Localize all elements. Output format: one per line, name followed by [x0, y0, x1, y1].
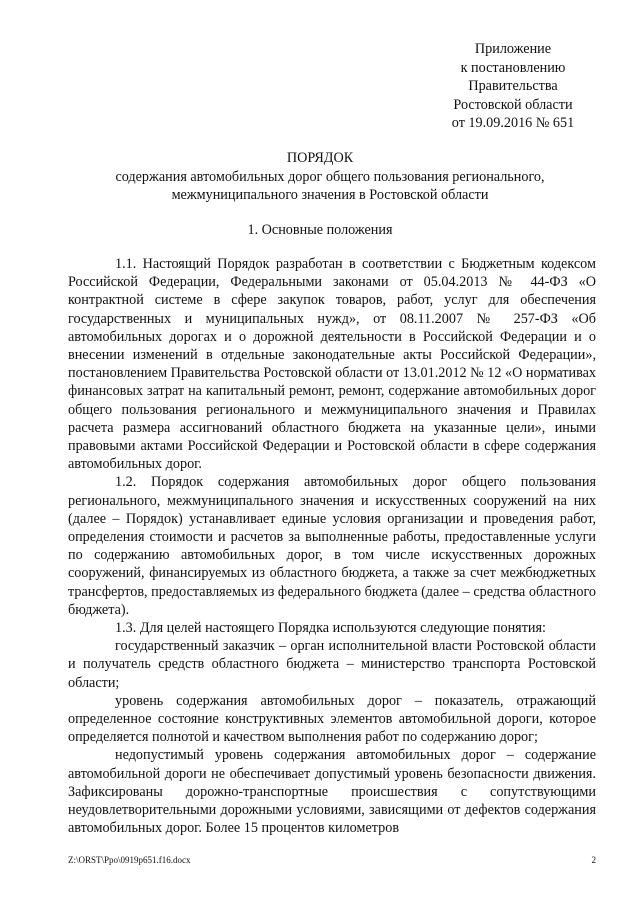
document-subtitle: содержания автомобильных дорог общего пользования регионального, межмуниципального значения в Ростовской области — [115, 169, 545, 203]
appendix-line-5: от 19.09.2016 № 651 — [451, 115, 575, 132]
paragraph-1-2: 1.2. Порядок содержания автомобильных дорог общего пользования регионального, межмуниципального значения и искусственных сооружений на них (далее – Порядок) устанавливает единые условия организации и проведения работ, определения стоимости и расчетов за выполненные работы, предоставленные услуги по содержанию автомобильных дорог, в том числе искусственных дорожных сооружений, финансируемых из областного бюджета, а также за счет межбюджетных трансфертов, предоставляемых из федерального бюджета (далее – средства областного бюджета). — [68, 474, 596, 618]
appendix-line-2: к постановлению — [460, 59, 566, 76]
page-number: 2 — [591, 855, 596, 865]
paragraph-1-1: 1.1. Настоящий Порядок разработан в соответствии с Бюджетным кодексом Российской Федерации, Федеральными законами от 05.04.2013 № 44-ФЗ «О контрактной системе в сфере закупок товаров, работ, услуг для обеспечения государственных и муниципальных нужд», от 08.11.2007 № 257-ФЗ «Об автомобильных дорогах и о дорожной деятельности в Российской Федерации и о внесении изменений в отдельные законодательные акты Российской Федерации», постановлением Правительства Ростовской области от 13.01.2012 № 12 «О нормативах финансовых затрат на капитальный ремонт, ремонт, содержание автомобильных дорог общего пользования регионального и межмуниципального значения и Правилах расчета размера ассигнований областного бюджета на указанные цели», иными правовыми актами Российской Федерации и Ростовской области в сфере содержания автомобильных дорог. — [68, 256, 596, 473]
definition-unacceptable-level: недопустимый уровень содержания автомобильных дорог – содержание автомобильной дороги не обеспечивает допустимый уровень безопасности движения. Зафиксированы дорожно-транспортные происшествия с сопутствующими неудовлетворительными дорожными условиями, зависящими от дефектов содержания автомобильных дорог. Более 15 процентов километров — [68, 747, 596, 837]
definition-maintenance-level: уровень содержания автомобильных дорог – показатель, отражающий определенное состояние конструктивных элементов автомобильной дороги, которое определяется полнотой и качеством выполнения работ по содержанию дорог; — [68, 692, 596, 746]
definition-state-customer: государственный заказчик – орган исполнительной власти Ростовской области и получатель средств областного бюджета – министерство транспорта Ростовской области; — [68, 638, 596, 691]
section-heading: 1. Основные положения — [247, 222, 393, 238]
appendix-line-1: Приложение — [474, 41, 552, 57]
paragraph-1-3: 1.3. Для целей настоящего Порядка используются следующие понятия: — [115, 620, 546, 637]
footer-file-path: Z:\ORST\Ppo\0919p651.f16.docx — [68, 855, 191, 865]
body-text — [68, 255, 596, 838]
appendix-line-4: Ростовской области — [453, 96, 573, 113]
document-title: ПОРЯДОК — [286, 150, 354, 166]
appendix-line-3: Правительства — [468, 78, 558, 95]
appendix-block — [418, 40, 608, 133]
